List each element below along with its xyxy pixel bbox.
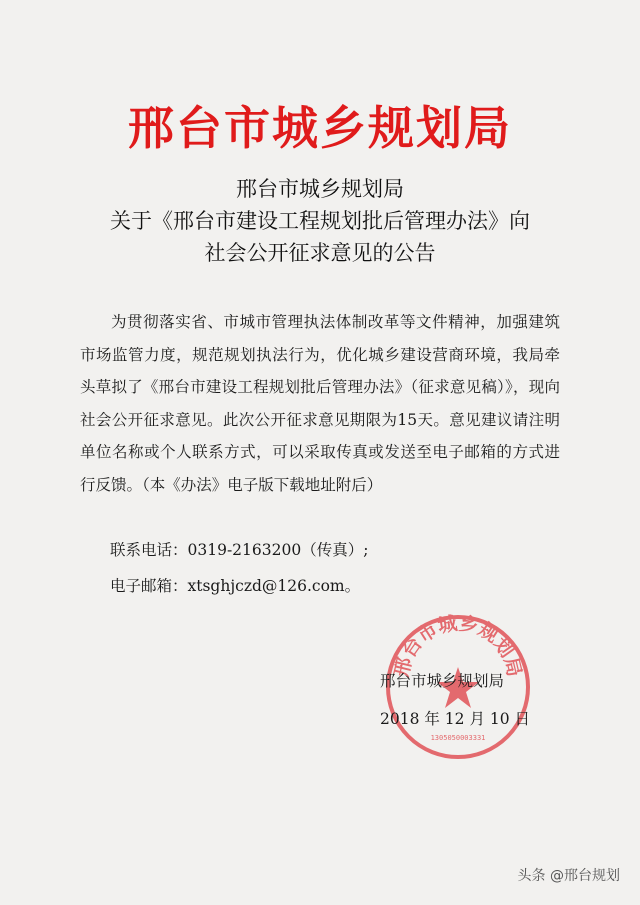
signature-date: 2018 年 12 月 10 日 — [380, 710, 531, 728]
title-line-3: 社会公开征求意见的公告 — [204, 241, 436, 265]
source-watermark: 头条 @邢台规划 — [517, 868, 620, 884]
title-line-1: 邢台市城乡规划局 — [236, 177, 404, 201]
document-title — [40, 173, 600, 269]
seal-number: 1305050003331 — [430, 734, 486, 742]
letterhead-title: 邢台市城乡规划局 — [128, 101, 512, 155]
signature-org: 邢台市城乡规划局 — [380, 672, 505, 690]
contact-phone: 联系电话：0319-2163200（传真）; — [110, 541, 369, 559]
seal-arc-text: 邢台市城乡规划局 — [390, 612, 526, 679]
title-line-2: 关于《邢台市建设工程规划批后管理办法》向 — [110, 209, 530, 233]
signature-block — [380, 662, 530, 738]
contact-email: 电子邮箱：xtsghjczd@126.com。 — [110, 577, 361, 595]
body-paragraph: 为贯彻落实省、市城市管理执法体制改革等文件精神，加强建筑市场监管力度，规范规划执法行为，优化城乡建设营商环境，我局牵头草拟了《邢台市建设工程规划批后管理办法》（征求意见稿）》，现向社会公开征求意见。此次公开征求意见期限为15天。意见建议请注明单位名称或个人联系方式，可以采取传真或发送至电子邮箱的方式进行反馈。（本《办法》电子版下载地址附后） — [80, 313, 560, 494]
contact-info — [110, 532, 368, 604]
document-body — [80, 306, 560, 501]
